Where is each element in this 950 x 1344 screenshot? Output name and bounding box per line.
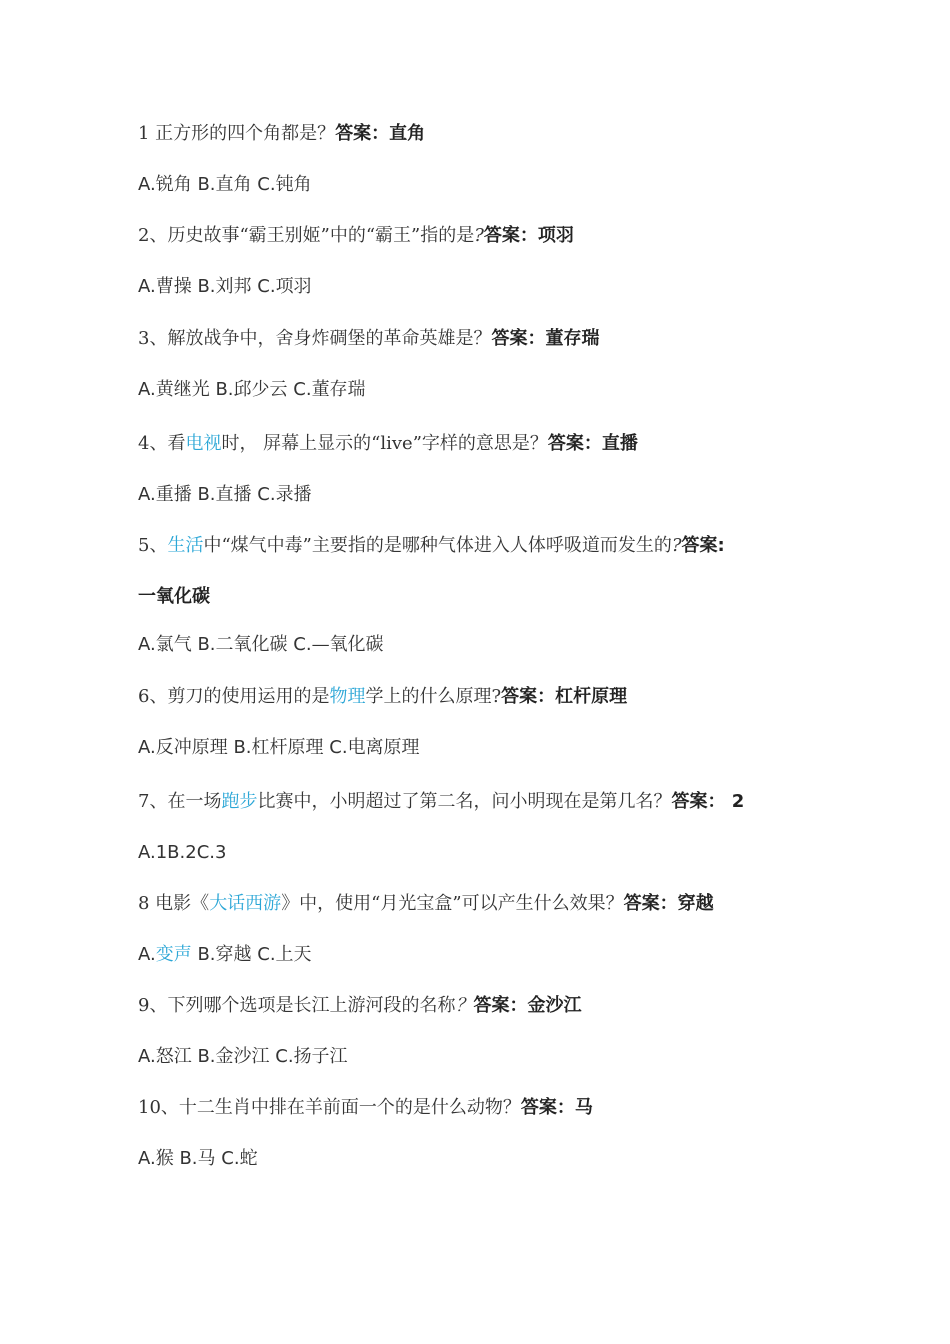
- question-5-answer: 答案:: [681, 535, 725, 556]
- question-8: [138, 892, 910, 916]
- question-1-text: 1 正方形的四个角都是？: [138, 123, 336, 144]
- question-8-text-rest: 》中，使用“月光宝盒”可以产生什么效果？: [281, 893, 624, 914]
- question-mark: ?: [474, 225, 484, 246]
- option-c-label: C.: [257, 174, 276, 195]
- option-a-label: A.: [138, 737, 156, 758]
- link-shenghuo[interactable]: 生活: [167, 535, 204, 556]
- question-7-text: 7、在一场: [138, 791, 222, 812]
- question-5: [138, 534, 910, 558]
- question-6: [138, 685, 910, 709]
- question-5-text-rest: 中“煤气中毒”主要指的是哪种气体进入人体呼吸道而发生的: [203, 535, 672, 556]
- question-6-text: 6、剪刀的使用运用的是: [138, 686, 330, 707]
- option-a-label: A.: [138, 276, 156, 297]
- option-a-label: A.: [138, 634, 156, 655]
- option-a: 黄继光: [155, 379, 216, 400]
- option-c: 上天: [275, 944, 312, 965]
- option-a-label: A.: [138, 1148, 156, 1169]
- option-b-label: B.: [197, 174, 216, 195]
- question-9-options: [138, 1045, 910, 1069]
- option-c: 蛇: [239, 1148, 258, 1169]
- option-a-label: A.: [138, 174, 156, 195]
- option-c-label: C.: [293, 634, 312, 655]
- option-a: 反冲原理: [155, 737, 234, 758]
- option-a: 锐角: [155, 174, 198, 195]
- option-a-label: A.: [138, 379, 156, 400]
- option-b-label: B.: [197, 634, 216, 655]
- question-3-options: [138, 378, 910, 402]
- question-3-text: 3、解放战争中，舍身炸碉堡的革命英雄是？: [138, 328, 492, 349]
- option-c-label: C.: [275, 1046, 294, 1067]
- question-7-answer: 答案： 2: [671, 791, 745, 812]
- option-a: 氯气: [155, 634, 198, 655]
- question-7-options: [138, 841, 910, 865]
- option-a: 怒江: [155, 1046, 198, 1067]
- question-7-text-rest: 比赛中，小明超过了第二名，问小明现在是第几名？: [257, 791, 672, 812]
- option-c: 项羽: [275, 276, 312, 297]
- option-b-label: B.: [197, 484, 216, 505]
- question-6-options: [138, 736, 910, 760]
- option-c-label: C.: [221, 1148, 240, 1169]
- option-c: —氧化碳: [311, 634, 384, 655]
- link-wuli[interactable]: 物理: [329, 686, 366, 707]
- question-4: [138, 432, 910, 456]
- option-b-label: B.: [233, 737, 252, 758]
- question-2-answer: 答案：项羽: [483, 225, 574, 246]
- link-dianshi[interactable]: 电视: [185, 433, 222, 454]
- question-10-text: 10、十二生肖中排在羊前面一个的是什么动物？: [138, 1097, 521, 1118]
- question-1: [138, 122, 910, 146]
- option-c-label: C.: [257, 484, 276, 505]
- option-b: 刘邦: [215, 276, 258, 297]
- option-a-label: A.: [138, 484, 156, 505]
- option-a: 重播: [155, 484, 198, 505]
- question-mark: ？: [455, 995, 474, 1016]
- option-c: 董存瑞: [311, 379, 366, 400]
- options-text: A.1B.2C.3: [138, 842, 227, 863]
- option-b-label: B.: [197, 1046, 216, 1067]
- question-9-answer: 答案：金沙江: [473, 995, 582, 1016]
- question-7: [138, 790, 910, 814]
- question-10: [138, 1096, 910, 1120]
- option-c: 电离原理: [347, 737, 420, 758]
- question-10-options: [138, 1147, 910, 1171]
- question-9-text: 9、下列哪个选项是长江上游河段的名称: [138, 995, 456, 1016]
- link-paobu[interactable]: 跑步: [221, 791, 258, 812]
- option-b: 穿越: [215, 944, 258, 965]
- question-2-options: [138, 275, 910, 299]
- question-5-text: 5、: [138, 535, 168, 556]
- question-4-text-rest: 时， 屏幕上显示的“live”字样的意思是？: [221, 433, 548, 454]
- option-a: 猴: [155, 1148, 180, 1169]
- question-2-text: 2、历史故事“霸王别姬”中的“霸王”指的是: [138, 225, 475, 246]
- question-3: [138, 327, 910, 351]
- link-dahuaxiyou[interactable]: 大话西游: [209, 893, 282, 914]
- option-b: 直播: [215, 484, 258, 505]
- option-a-label: A.: [138, 1046, 156, 1067]
- option-b-label: B.: [191, 944, 216, 965]
- option-b-label: B.: [197, 276, 216, 297]
- option-b-label: B.: [179, 1148, 198, 1169]
- question-8-options: [138, 943, 910, 967]
- question-4-options: [138, 483, 910, 507]
- question-5-options: [138, 633, 910, 657]
- question-5-answer-value: 一氧化碳: [138, 586, 210, 607]
- question-1-answer: 答案：直角: [335, 123, 426, 144]
- option-b: 邱少云: [233, 379, 294, 400]
- question-10-answer: 答案：马: [520, 1097, 593, 1118]
- option-b: 马: [197, 1148, 222, 1169]
- question-mark: ?: [671, 535, 682, 556]
- option-c: 扬子江: [293, 1046, 348, 1067]
- link-biansheng[interactable]: 变声: [155, 944, 192, 965]
- option-b: 二氧化碳: [215, 634, 294, 655]
- option-b: 金沙江: [215, 1046, 276, 1067]
- option-c-label: C.: [257, 276, 276, 297]
- option-c: 录播: [275, 484, 312, 505]
- question-6-text-rest: 学上的什么原理?: [365, 686, 502, 707]
- option-c: 钝角: [275, 174, 312, 195]
- option-c-label: C.: [329, 737, 348, 758]
- option-b: 杠杆原理: [251, 737, 330, 758]
- question-9: [138, 994, 910, 1018]
- option-c-label: C.: [257, 944, 276, 965]
- question-3-answer: 答案：董存瑞: [491, 328, 600, 349]
- question-1-options: [138, 173, 910, 197]
- option-b-label: B.: [215, 379, 234, 400]
- option-a-label: A.: [138, 944, 156, 965]
- question-2: [138, 224, 910, 248]
- option-c-label: C.: [293, 379, 312, 400]
- question-4-answer: 答案：直播: [547, 433, 638, 454]
- option-a: 曹操: [155, 276, 198, 297]
- question-8-answer: 答案：穿越: [623, 893, 714, 914]
- option-b: 直角: [215, 174, 258, 195]
- question-5-answer-cont: [138, 585, 910, 609]
- question-8-text: 8 电影《: [138, 893, 210, 914]
- question-4-text: 4、看: [138, 433, 186, 454]
- question-6-answer: 答案：杠杆原理: [501, 686, 628, 707]
